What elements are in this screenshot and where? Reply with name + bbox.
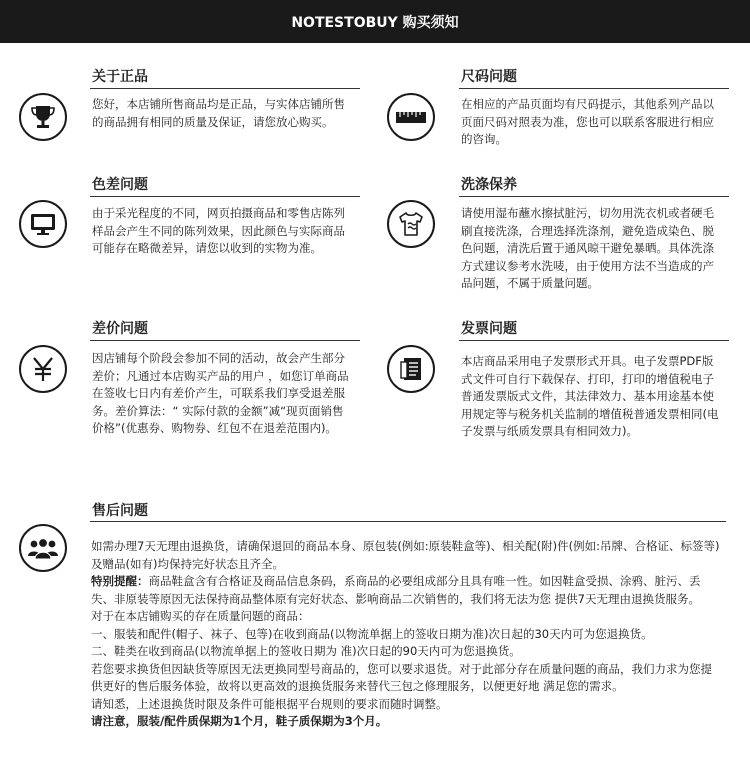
special-reminder-label: 特别提醒：: [91, 574, 149, 588]
aftersale-paragraph: 一、服装和配件(帽子、袜子、包等)在收到商品(以物流单据上的签收日期为准)次日起的30天内可为您退换货。: [91, 626, 653, 641]
section-text-washing: 请使用湿布蘸水擦拭脏污，切勿用洗衣机或者硬毛刷直接洗涤，合理选择洗涤剂，避免造成染色、脱色问题，清洗后置于通风晾干避免暴晒。具体洗涤方式建议参考水洗唛，由于使用方法不当造成的产品问题，不属于质量问题。: [461, 206, 714, 290]
section-text-authentic: 您好，本店铺所售商品均是正品，与实体店铺所售的商品拥有相同的质量及保证，请您放心购买。: [92, 97, 345, 129]
ruler-icon: [387, 93, 435, 141]
section-title-price: 差价问题: [92, 321, 148, 337]
divider: [90, 88, 360, 89]
warranty-note: 请注意，服装/配件质保期为1个月，鞋子质保期为3个月。: [91, 714, 388, 728]
page-title: NOTESTOBUY 购买须知: [291, 14, 459, 31]
section-title-size: 尺码问题: [461, 69, 517, 85]
section-text-invoice: 本店商品采用电子发票形式开具。电子发票PDF版式文件可自行下载保存、打印，打印的增值税电子普通发票版式文件，其法律效力、基本用途基本使用规定等与税务机关监制的增值税普通发票相同(电子发票与纸质发票具有相同效力)。: [461, 354, 719, 438]
trophy-icon: [19, 93, 67, 141]
divider: [90, 340, 360, 341]
divider: [459, 88, 729, 89]
section-title-invoice: 发票问题: [461, 321, 517, 337]
aftersale-paragraph: 二、鞋类在收到商品(以物流单据上的签收日期为 准)次日起的90天内可为您退换货。: [91, 644, 521, 658]
aftersale-paragraph: 请知悉，上述退换货时限及条件可能根据平台规则的要求而随时调整。: [91, 696, 448, 711]
section-title-aftersale: 售后问题: [92, 503, 148, 519]
monitor-icon: [19, 200, 67, 248]
special-reminder-text: 商品鞋盒含有合格证及商品信息条码，系商品的必要组成部分且具有唯一性。如因鞋盒受损、涂鸦、脏污、丢失、非原装等原因无法保持商品整体原有完好状态、影响商品二次销售的，我们将无法为您 提供7天无理由退换货服务。: [91, 574, 701, 606]
section-text-size: 在相应的产品页面均有尺码提示，其他系列产品以页面尺码对照表为准，您也可以联系客服进行相应的咨询。: [461, 97, 714, 146]
aftersale-paragraph: 若您要求换货但因缺货等原因无法更换同型号商品的，您可以要求退货。对于此部分存在质量问题的商品，我们力求为您提供更好的售后服务体验，故将以更高效的退换货服务来替代三包之修理服务，以便更好地 满足您的需求。: [91, 661, 712, 693]
section-text-aftersale: [91, 538, 723, 731]
section-text-price: 因店铺每个阶段会参加不同的活动，故会产生部分差价；凡通过本店购买产品的用户 ，如您订单商品在签收七日内有差价产生，可联系我们享受退差服务。差价算法：“ 实际付款的金额”减“现页面销售价格”(优惠券、购物券、红包不在退差范围内)。: [92, 351, 349, 435]
section-text-color: 由于采光程度的不同，网页拍摄商品和零售店陈列样品会产生不同的陈列效果，因此颜色与实际商品可能存在略微差异，请您以收到的实物为准。: [92, 206, 345, 255]
aftersale-paragraph: 如需办理7天无理由退换货，请确保退回的商品本身、原包装(例如:原装鞋盒等)、相关配(附)件(例如:吊牌、合格证、标签等)及赠品(如有)均保持完好状态且齐全。: [91, 539, 720, 571]
divider: [459, 340, 729, 341]
divider: [90, 521, 726, 522]
divider: [90, 196, 360, 197]
section-title-authentic: 关于正品: [92, 69, 148, 85]
divider: [459, 196, 729, 197]
section-title-washing: 洗涤保养: [461, 177, 517, 193]
aftersale-paragraph: [91, 573, 723, 608]
yen-icon: [19, 345, 67, 393]
section-title-color: 色差问题: [92, 177, 148, 193]
page-header: [0, 0, 750, 43]
aftersale-paragraph: 对于在本店铺购买的存在质量问题的商品：: [91, 609, 310, 623]
customer-service-icon: [19, 524, 67, 572]
tshirt-icon: [387, 200, 435, 248]
document-icon: [387, 345, 435, 393]
